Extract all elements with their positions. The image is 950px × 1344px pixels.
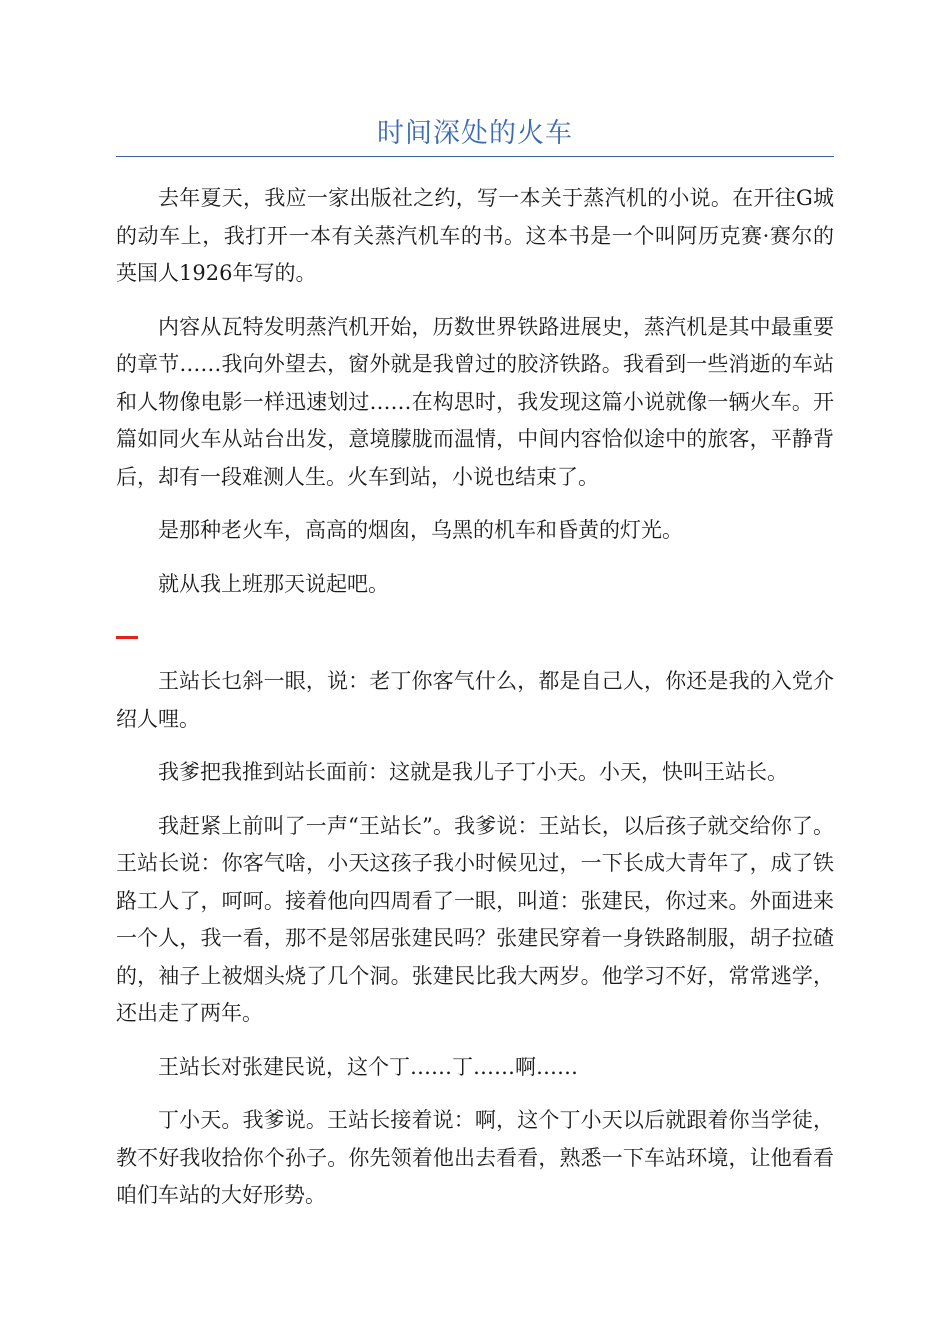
intro-paragraph-1: 去年夏天，我应一家出版社之约，写一本关于蒸汽机的小说。在开往G城的动车上，我打开一本有关蒸汽机车的书。这本书是一个叫阿历克赛·赛尔的英国人1926年写的。 bbox=[116, 186, 834, 285]
page-title: 时间深处的火车 bbox=[377, 118, 573, 149]
chapter-one bbox=[116, 663, 834, 1215]
chapter-paragraph-5: 丁小天。我爹说。王站长接着说：啊，这个丁小天以后就跟着你当学徒，教不好我收拾你个孙子。你先领着他出去看看，熟悉一下车站环境，让他看看咱们车站的大好形势。 bbox=[116, 1108, 834, 1207]
section-number-one bbox=[116, 636, 138, 639]
intro-paragraph-2: 内容从瓦特发明蒸汽机开始，历数世界铁路进展史，蒸汽机是其中最重要的章节……我向外望去，窗外就是我曾过的胶济铁路。我看到一些消逝的车站和人物像电影一样迅速划过……在构思时，我发现这篇小说就像一辆火车。开篇如同火车从站台出发，意境朦胧而温情，中间内容恰似途中的旅客，平静背后，却有一段难测人生。火车到站，小说也结束了。 bbox=[116, 314, 834, 489]
chapter-paragraph-2: 我爹把我推到站长面前：这就是我儿子丁小天。小天，快叫王站长。 bbox=[158, 760, 788, 784]
chapter-paragraph-4: 王站长对张建民说，这个丁……丁……啊…… bbox=[158, 1054, 578, 1079]
chapter-paragraph-1: 王站长乜斜一眼，说：老丁你客气什么，都是自己人，你还是我的入党介绍人哩。 bbox=[116, 669, 834, 731]
section-number-text bbox=[116, 639, 117, 640]
chapter-paragraph-3: 我赶紧上前叫了一声“王站长”。我爹说：王站长，以后孩子就交给你了。王站长说：你客气啥，小天这孩子我小时候见过，一下长成大青年了，成了铁路工人了，呵呵。接着他向四周看了一眼，叫道：张建民，你过来。外面进来一个人，我一看，那不是邻居张建民吗？张建民穿着一身铁路制服，胡子拉碴的，袖子上被烟头烧了几个洞。张建民比我大两岁。他学习不好，常常逃学，还出走了两年。 bbox=[116, 813, 834, 1025]
title-underline bbox=[116, 156, 834, 157]
intro-section bbox=[116, 180, 834, 603]
intro-paragraph-4: 就从我上班那天说起吧。 bbox=[158, 571, 389, 596]
document-page bbox=[116, 0, 834, 1215]
intro-paragraph-3: 是那种老火车，高高的烟囱，乌黑的机车和昏黄的灯光。 bbox=[158, 518, 683, 542]
